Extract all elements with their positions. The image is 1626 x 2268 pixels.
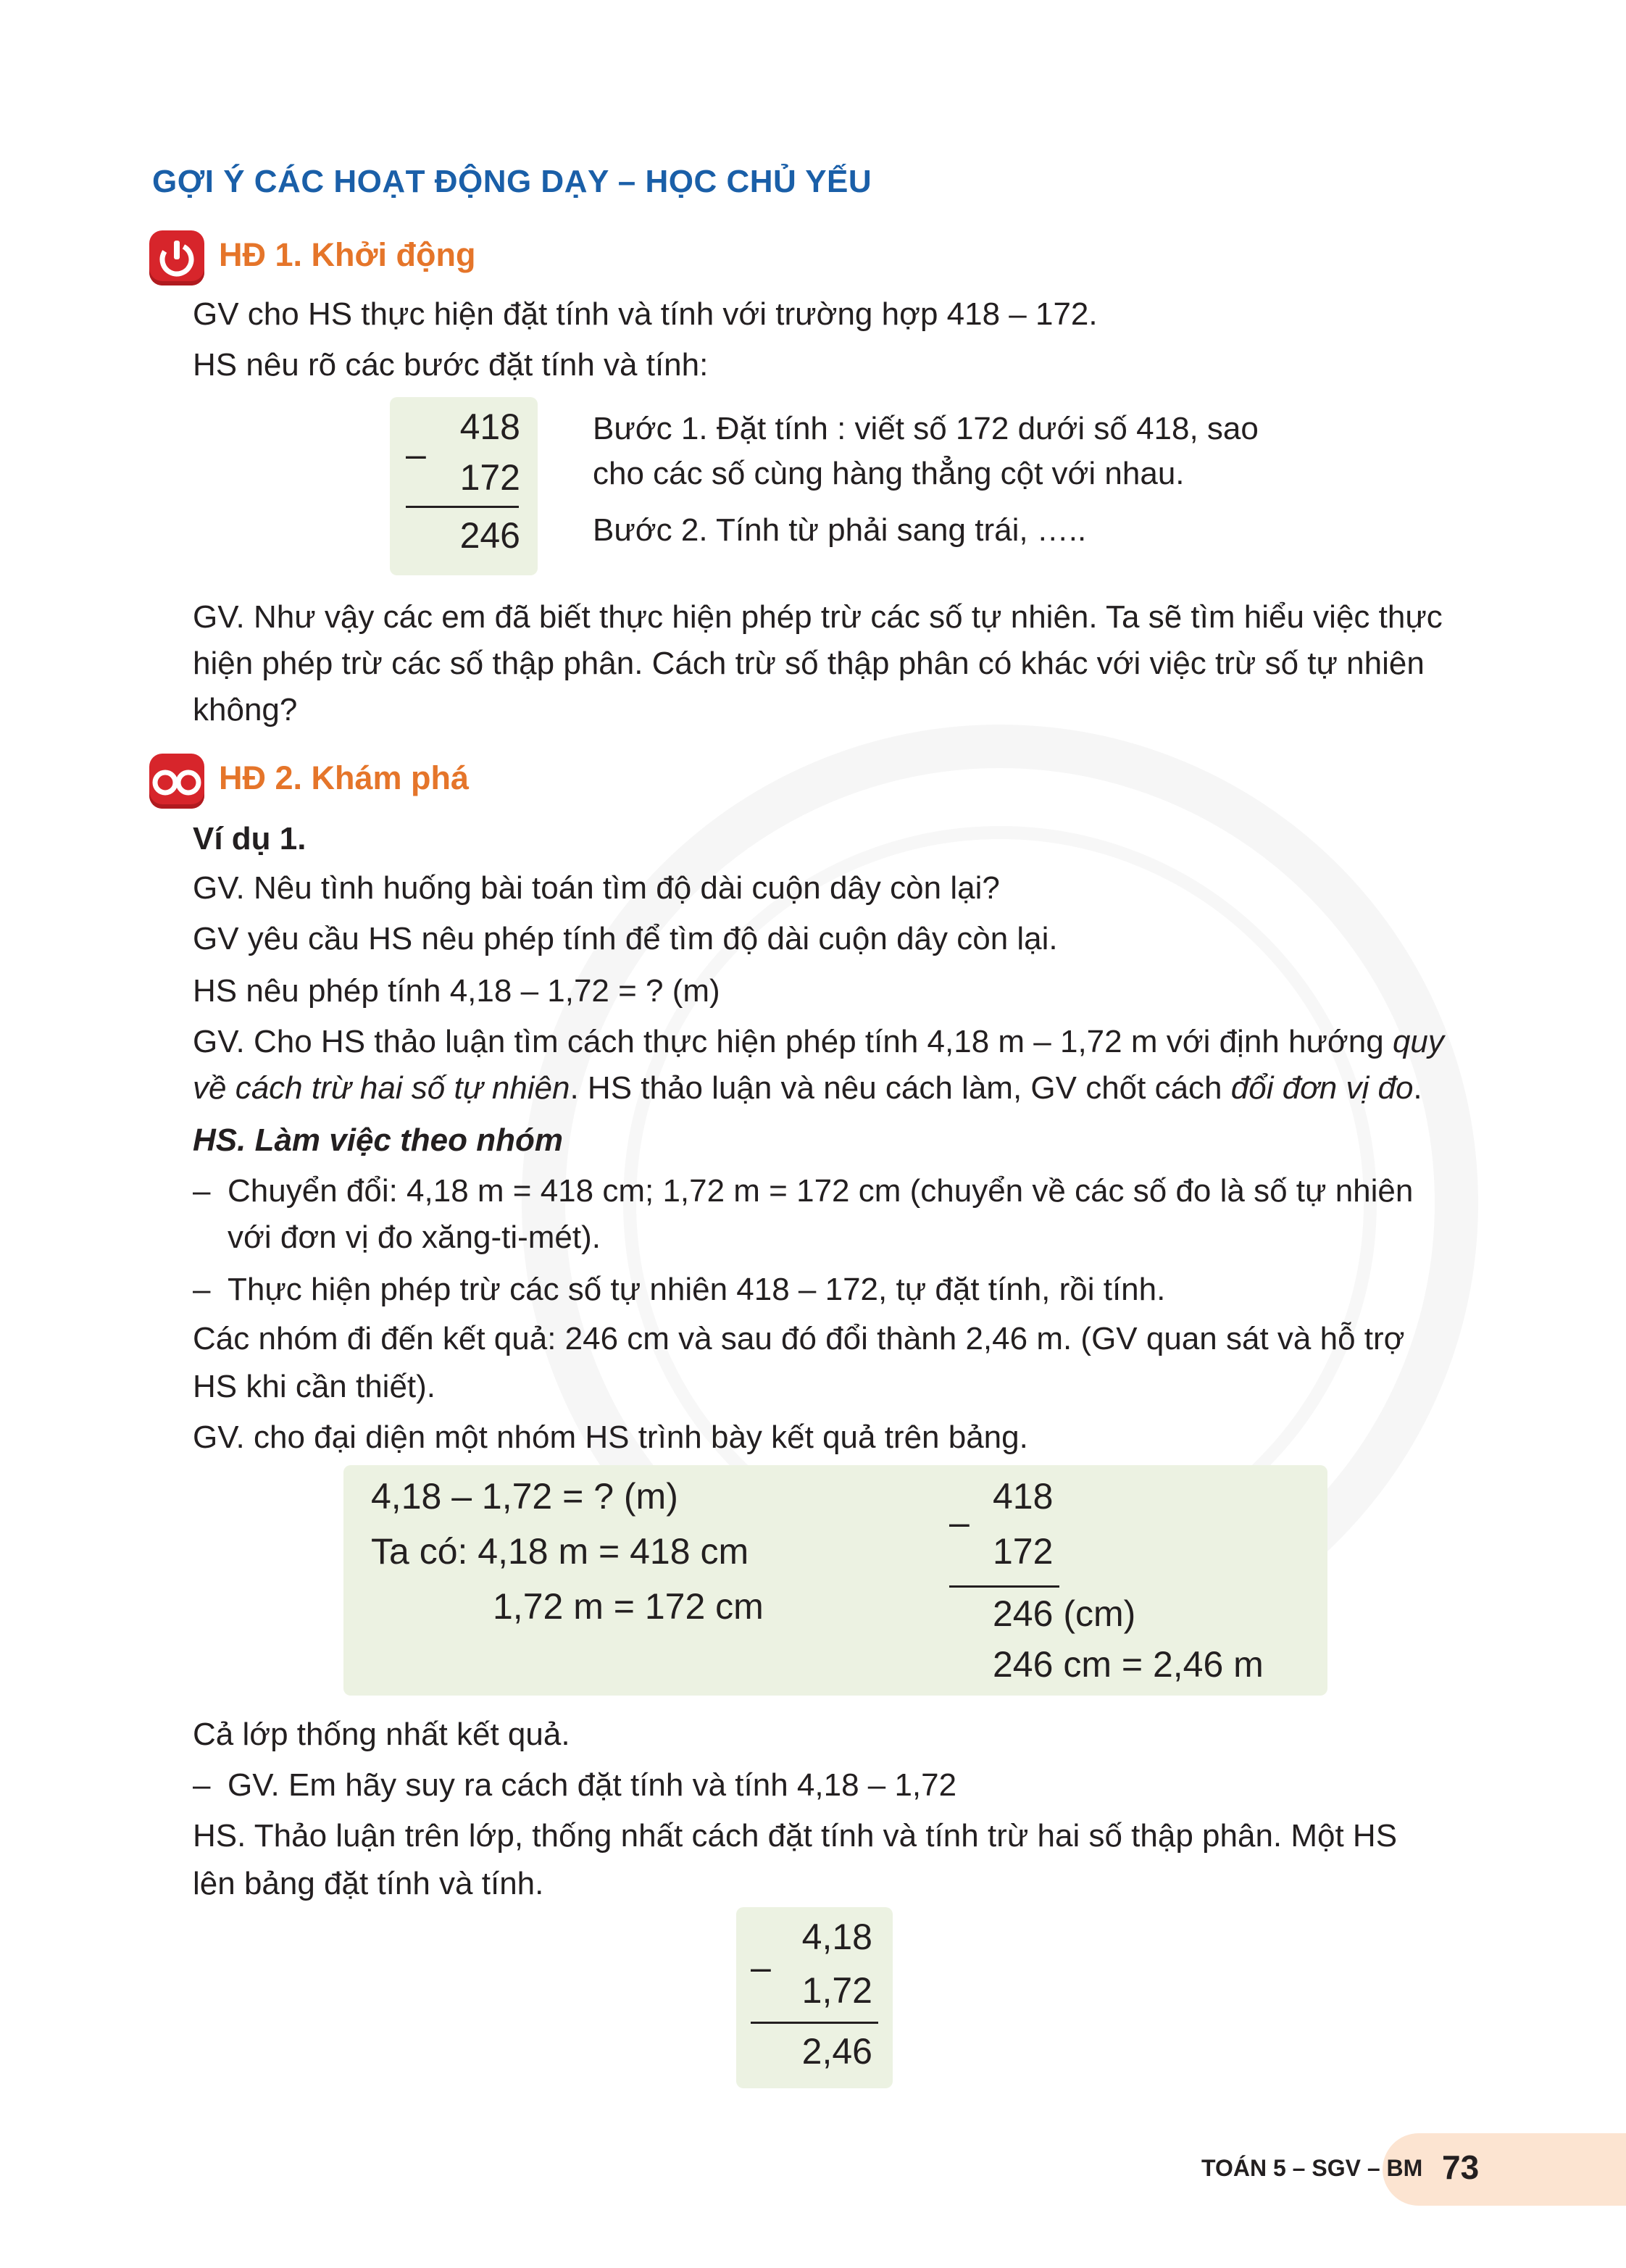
board-row-3: 1,72 m = 172 cm xyxy=(493,1586,764,1627)
binoculars-icon xyxy=(149,754,204,809)
hd2-line-4-italic: quy xyxy=(1392,1024,1444,1059)
step1-line2: cho các số cùng hàng thẳng cột với nhau. xyxy=(593,456,1185,491)
hd2-title: HĐ 2. Khám phá xyxy=(219,759,470,796)
calc-result: 246 xyxy=(459,515,520,556)
board-box xyxy=(343,1465,1327,1696)
calc2-result: 2,46 xyxy=(801,2031,872,2072)
hd1-calc-box xyxy=(390,397,538,575)
calc2-subtrahend: 1,72 xyxy=(801,1970,872,2011)
calc-subtrahend: 172 xyxy=(459,457,520,498)
hd1-paragraph-3-line3: không? xyxy=(193,692,298,727)
calc-minuend: 418 xyxy=(459,407,520,447)
example-label: Ví dụ 1. xyxy=(193,821,307,856)
hd1-paragraph-2: HS nêu rõ các bước đặt tính và tính: xyxy=(193,347,709,383)
board-rule xyxy=(949,1585,1059,1588)
bullet-convert xyxy=(193,1168,1497,1261)
footer-book-title: TOÁN 5 – SGV – BM xyxy=(1201,2155,1423,2181)
hd2-line-9: Cả lớp thống nhất kết quả. xyxy=(193,1717,570,1752)
board-result: 246 (cm) xyxy=(993,1593,1136,1634)
hd2-line-3: HS nêu phép tính 4,18 – 1,72 = ? (m) xyxy=(193,973,720,1009)
step2: Bước 2. Tính từ phải sang trái, ….. xyxy=(593,512,1087,548)
hd2-line-8: GV. cho đại diện một nhóm HS trình bày kết quả trên bảng. xyxy=(193,1419,1028,1455)
group-work-label: HS. Làm việc theo nhóm xyxy=(193,1122,563,1158)
bullet-dash: – xyxy=(193,1767,211,1803)
board-operator: – xyxy=(949,1502,970,1543)
power-icon xyxy=(149,230,204,285)
page-number: 73 xyxy=(1442,2148,1480,2186)
bullet-convert-line1: Chuyển đổi: 4,18 m = 418 cm; 1,72 m = 172 cm (chuyển về các số đo là số tự nhiên xyxy=(228,1173,1414,1209)
hd2-line-7: HS khi cần thiết). xyxy=(193,1369,436,1404)
hd1-paragraph-3-line1: GV. Như vậy các em đã biết thực hiện phép trừ các số tự nhiên. Ta sẽ tìm hiểu việc thực xyxy=(193,599,1443,635)
calc-operator: – xyxy=(406,434,426,475)
hd2-line-2: GV yêu cầu HS nêu phép tính để tìm độ dài cuộn dây còn lại. xyxy=(193,921,1058,956)
bullet-derive xyxy=(193,1762,1497,1809)
calc2-minuend: 4,18 xyxy=(801,1917,872,1957)
calc2-rule xyxy=(751,2022,878,2024)
bullet-convert-line2: với đơn vị đo xăng-ti-mét). xyxy=(228,1220,601,1255)
bullet-derive-text: GV. Em hãy suy ra cách đặt tính và tính 4,18 – 1,72 xyxy=(228,1767,957,1803)
page-heading: GỢI Ý CÁC HOẠT ĐỘNG DẠY – HỌC CHỦ YẾU xyxy=(152,164,872,199)
board-minuend: 418 xyxy=(993,1476,1054,1517)
hd2-line-5-end: . xyxy=(1413,1070,1422,1106)
hd2-line-5-text: . HS thảo luận và nêu cách làm, GV chốt cách xyxy=(570,1070,1231,1106)
board-row-2: Ta có: 4,18 m = 418 cm xyxy=(371,1531,749,1572)
step1-line1: Bước 1. Đặt tính : viết số 172 dưới số 418, sao xyxy=(593,411,1259,446)
hd2-line-10: HS. Thảo luận trên lớp, thống nhất cách đặt tính và tính trừ hai số thập phân. Một HS xyxy=(193,1818,1398,1854)
hd2-line-5-italic-1: về cách trừ hai số tự nhiên xyxy=(193,1070,570,1106)
hd2-line-6: Các nhóm đi đến kết quả: 246 cm và sau đó đổi thành 2,46 m. (GV quan sát và hỗ trợ xyxy=(193,1321,1405,1356)
decimal-calc-box xyxy=(736,1907,893,2088)
hd2-line-1: GV. Nêu tình huống bài toán tìm độ dài cuộn dây còn lại? xyxy=(193,870,1000,906)
bullet-dash: – xyxy=(193,1173,211,1209)
bullet-subtract-text: Thực hiện phép trừ các số tự nhiên 418 – 172, tự đặt tính, rồi tính. xyxy=(228,1272,1166,1307)
calc2-operator: – xyxy=(751,1947,771,1988)
hd2-line-11: lên bảng đặt tính và tính. xyxy=(193,1866,544,1901)
bullet-dash: – xyxy=(193,1272,211,1307)
hd2-line-5 xyxy=(193,1065,1422,1112)
board-conversion: 246 cm = 2,46 m xyxy=(993,1644,1264,1685)
hd1-paragraph-1: GV cho HS thực hiện đặt tính và tính với trường hợp 418 – 172. xyxy=(193,296,1098,332)
hd1-title: HĐ 1. Khởi động xyxy=(219,236,476,273)
hd1-paragraph-3-line2: hiện phép trừ các số thập phân. Cách trừ số thập phân có khác với việc trừ số tự nhiên xyxy=(193,646,1425,681)
board-row-1: 4,18 – 1,72 = ? (m) xyxy=(371,1476,678,1517)
hd2-line-4 xyxy=(193,1019,1444,1065)
board-subtrahend: 172 xyxy=(993,1531,1054,1572)
calc-rule xyxy=(406,506,519,508)
bullet-subtract xyxy=(193,1267,1497,1313)
hd2-line-4-text: GV. Cho HS thảo luận tìm cách thực hiện phép tính 4,18 m – 1,72 m với định hướng xyxy=(193,1024,1393,1059)
hd2-line-5-italic-2: đổi đơn vị đo xyxy=(1230,1070,1414,1106)
